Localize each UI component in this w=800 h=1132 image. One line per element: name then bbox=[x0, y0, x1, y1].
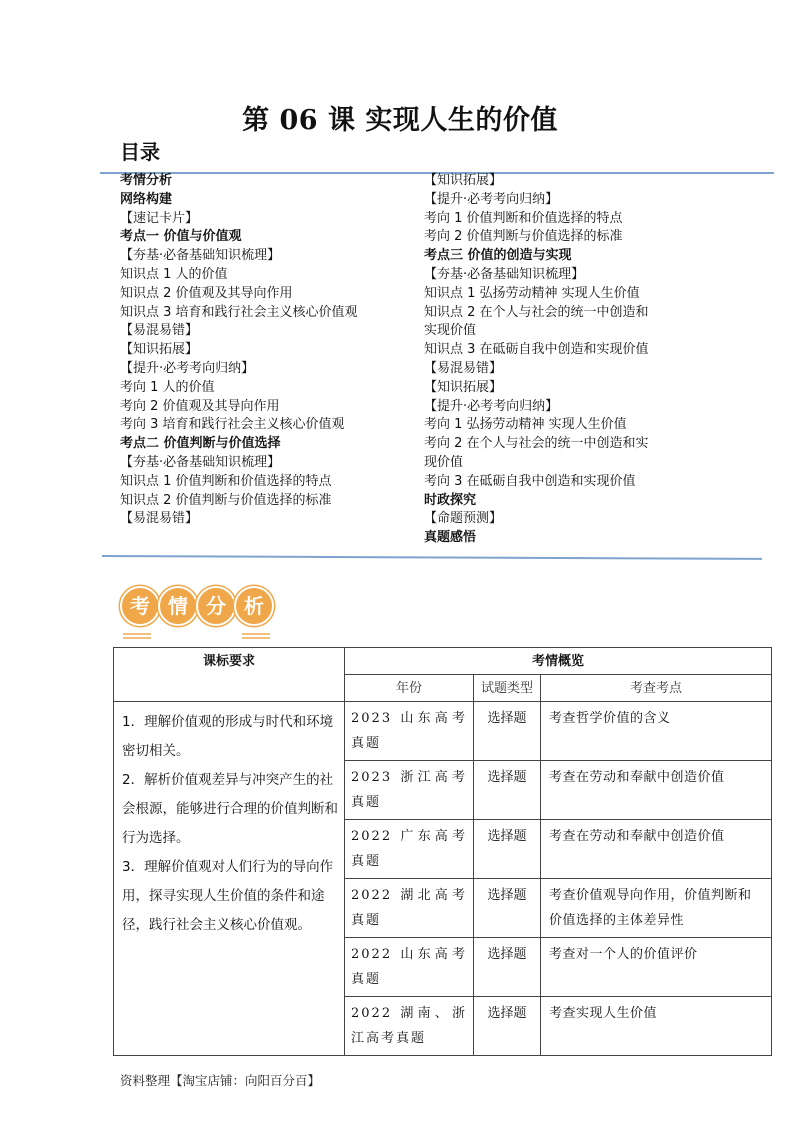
footer-credit: 资料整理【淘宝店铺：向阳百分百】 bbox=[120, 1073, 321, 1088]
section-banner-exam-analysis bbox=[120, 586, 280, 642]
toc-entry[interactable]: 【知识拓展】 bbox=[424, 379, 503, 395]
toc-entry[interactable]: 知识点 3 培育和践行社会主义核心价值观 bbox=[120, 304, 358, 320]
toc-entry[interactable]: 【提升·必考考向归纳】 bbox=[424, 191, 559, 207]
subheader-exam-point: 考查考点 bbox=[541, 675, 772, 702]
toc-entry[interactable]: 知识点 2 价值观及其导向作用 bbox=[120, 285, 293, 301]
toc-entry[interactable]: 现价值 bbox=[424, 454, 464, 470]
toc-entry[interactable]: 【提升·必考考向归纳】 bbox=[120, 360, 255, 376]
toc-entry[interactable]: 【提升·必考考向归纳】 bbox=[424, 398, 559, 414]
row-type: 选择题 bbox=[474, 938, 541, 997]
row-type: 选择题 bbox=[474, 820, 541, 879]
toc-entry[interactable]: 考情分析 bbox=[120, 173, 173, 188]
toc-left-column bbox=[120, 172, 410, 529]
row-point: 考查哲学价值的含义 bbox=[541, 702, 772, 761]
toc-entry[interactable]: 考向 1 人的价值 bbox=[120, 379, 215, 395]
toc-entry[interactable]: 网络构建 bbox=[120, 191, 173, 207]
row-type: 选择题 bbox=[474, 702, 541, 761]
toc-entry[interactable]: 知识点 3 在砥砺自我中创造和实现价值 bbox=[424, 342, 649, 358]
row-point: 考查实现人生价值 bbox=[541, 997, 772, 1056]
toc-entry[interactable]: 考向 3 培育和践行社会主义核心价值观 bbox=[120, 417, 345, 433]
row-year: 2022 湖南、浙江高考真题 bbox=[345, 997, 474, 1056]
toc-entry[interactable]: 真题感悟 bbox=[424, 530, 477, 546]
toc-entry[interactable]: 知识点 1 人的价值 bbox=[120, 266, 228, 282]
toc-entry[interactable]: 知识点 1 价值判断和价值选择的特点 bbox=[120, 473, 332, 489]
toc-entry[interactable]: 知识点 2 价值判断与价值选择的标准 bbox=[120, 492, 332, 508]
requirement-item: 2．解析价值观差异与冲突产生的社会根源，能够进行合理的价值判断和行为选择。 bbox=[122, 772, 338, 846]
toc-entry[interactable]: 【命题预测】 bbox=[424, 511, 503, 527]
toc-entry[interactable]: 考向 3 在砥砺自我中创造和实现价值 bbox=[424, 473, 636, 489]
exam-analysis-table bbox=[113, 647, 772, 1056]
toc-entry[interactable]: 知识点 1 弘扬劳动精神 实现人生价值 bbox=[424, 285, 640, 301]
banner-underline bbox=[242, 633, 270, 635]
banner-underline bbox=[123, 633, 151, 635]
toc-entry[interactable]: 【易混易错】 bbox=[424, 360, 503, 376]
row-type: 选择题 bbox=[474, 879, 541, 938]
toc-entry[interactable]: 考向 1 弘扬劳动精神 实现人生价值 bbox=[424, 417, 627, 433]
row-point: 考查在劳动和奉献中创造价值 bbox=[541, 820, 772, 879]
header-curriculum-requirements: 课标要求 bbox=[114, 648, 345, 702]
requirement-item: 1．理解价值观的形成与时代和环境密切相关。 bbox=[122, 714, 334, 759]
subheader-year: 年份 bbox=[345, 675, 474, 702]
banner-underline bbox=[123, 637, 151, 639]
toc-entry[interactable]: 【夯基·必备基础知识梳理】 bbox=[120, 454, 281, 470]
row-point: 考查价值观导向作用，价值判断和价值选择的主体差异性 bbox=[541, 879, 772, 938]
toc-entry[interactable]: 【知识拓展】 bbox=[120, 342, 199, 358]
banner-char: 情 bbox=[158, 586, 198, 626]
toc-bottom-divider bbox=[102, 555, 762, 560]
row-type: 选择题 bbox=[474, 761, 541, 820]
toc-entry[interactable]: 【速记卡片】 bbox=[120, 210, 199, 226]
banner-char: 析 bbox=[234, 586, 274, 626]
banner-char: 分 bbox=[196, 586, 236, 626]
row-point: 考查对一个人的价值评价 bbox=[541, 938, 772, 997]
row-year: 2022 湖北高考真题 bbox=[345, 879, 474, 938]
row-year: 2022 山东高考真题 bbox=[345, 938, 474, 997]
toc-entry[interactable]: 考向 1 价值判断和价值选择的特点 bbox=[424, 210, 623, 226]
banner-underline bbox=[242, 637, 270, 639]
header-exam-overview: 考情概览 bbox=[345, 648, 772, 675]
row-year: 2023 浙江高考真题 bbox=[345, 761, 474, 820]
toc-entry[interactable]: 【知识拓展】 bbox=[424, 173, 503, 188]
requirement-item: 3．理解价值观对人们行为的导向作用，探寻实现人生价值的条件和途径，践行社会主义核心价值观。 bbox=[122, 859, 334, 933]
row-year: 2023 山东高考真题 bbox=[345, 702, 474, 761]
toc-entry[interactable]: 【易混易错】 bbox=[120, 323, 199, 339]
toc-entry[interactable]: 考向 2 价值观及其导向作用 bbox=[120, 398, 280, 414]
toc-right-column bbox=[424, 172, 714, 548]
toc-entry[interactable]: 考点二 价值判断与价值选择 bbox=[120, 436, 281, 452]
toc-entry[interactable]: 考点三 价值的创造与实现 bbox=[424, 248, 572, 264]
toc-entry[interactable]: 【夯基·必备基础知识梳理】 bbox=[120, 248, 281, 264]
toc-entry[interactable]: 【易混易错】 bbox=[120, 511, 199, 527]
banner-char: 考 bbox=[120, 586, 160, 626]
toc-entry[interactable]: 考向 2 价值判断与价值选择的标准 bbox=[424, 229, 623, 245]
toc-entry[interactable]: 实现价值 bbox=[424, 323, 477, 339]
toc-entry[interactable]: 【夯基·必备基础知识梳理】 bbox=[424, 266, 585, 282]
toc-entry[interactable]: 时政探究 bbox=[424, 492, 477, 508]
subheader-question-type: 试题类型 bbox=[474, 675, 541, 702]
row-type: 选择题 bbox=[474, 997, 541, 1056]
toc-heading: 目录 bbox=[120, 140, 160, 164]
curriculum-requirements-cell bbox=[114, 702, 345, 1056]
toc-entry[interactable]: 知识点 2 在个人与社会的统一中创造和 bbox=[424, 304, 649, 320]
row-year: 2022 广东高考真题 bbox=[345, 820, 474, 879]
toc-entry[interactable]: 考向 2 在个人与社会的统一中创造和实 bbox=[424, 436, 649, 452]
toc-entry[interactable]: 考点一 价值与价值观 bbox=[120, 229, 242, 245]
page-title: 第 06 课 实现人生的价值 bbox=[242, 105, 558, 136]
row-point: 考查在劳动和奉献中创造价值 bbox=[541, 761, 772, 820]
